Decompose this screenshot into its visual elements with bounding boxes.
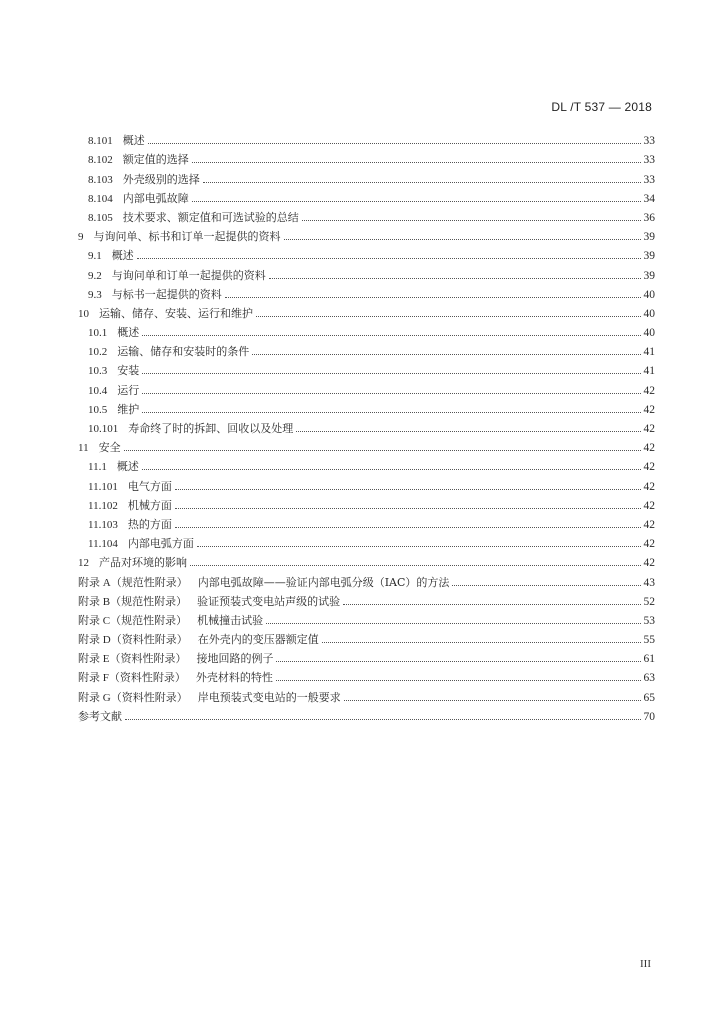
toc-entry-page: 42 [643,403,655,416]
dot-leader [302,220,641,221]
toc-entry-title: 产品对环境的影响 [99,556,187,570]
toc-entry[interactable] [78,378,655,397]
toc-entry-page: 42 [643,442,655,455]
toc-entry[interactable] [78,263,655,282]
toc-entry-title: 内部电弧故障 [122,191,189,205]
dot-leader [124,450,641,451]
dot-leader [284,239,641,240]
dot-leader [344,700,641,701]
toc-entry-title: 维护 [117,402,140,416]
toc-entry[interactable] [78,551,655,570]
toc-entry-title: 运行 [117,383,140,397]
toc-entry[interactable] [78,225,655,244]
toc-entry[interactable] [78,283,655,302]
dot-leader [269,278,641,279]
toc-entry-title: 内部电弧方面 [127,537,194,551]
dot-leader [225,297,641,298]
toc-entry-number: 9.2 [88,269,102,282]
toc-entry[interactable] [78,666,655,685]
toc-entry-number: 10.3 [88,365,108,378]
toc-entry[interactable] [78,455,655,474]
toc-entry-number: 附录 D（资料性附录） [78,634,188,647]
toc-entry[interactable] [78,494,655,513]
toc-entry-title: 岸电预装式变电站的一般要求 [197,690,341,704]
toc-entry[interactable] [78,244,655,263]
toc-entry-title: 额定值的选择 [122,153,189,167]
toc-entry-page: 42 [643,538,655,551]
toc-entry-number: 10 [78,307,89,320]
toc-entry-number: 8.103 [88,173,113,186]
toc-entry[interactable] [78,532,655,551]
table-of-contents [78,129,655,724]
toc-entry-title: 外壳材料的特性 [195,671,273,685]
dot-leader [192,162,641,163]
toc-entry[interactable] [78,474,655,493]
toc-entry-title: 内部电弧故障——验证内部电弧分级（IAC）的方法 [197,575,450,589]
toc-entry-page: 42 [643,518,655,531]
toc-entry[interactable] [78,187,655,206]
dot-leader [276,680,641,681]
toc-entry-page: 55 [643,634,655,647]
toc-entry-number: 附录 A（规范性附录） [78,576,188,589]
dot-leader [137,258,641,259]
toc-entry-title: 与标书一起提供的资料 [111,287,222,301]
toc-entry[interactable] [78,685,655,704]
dot-leader [142,373,640,374]
toc-entry[interactable] [78,302,655,321]
toc-entry-title: 热的方面 [127,517,172,531]
toc-entry[interactable] [78,129,655,148]
toc-entry-number: 附录 G（资料性附录） [78,691,188,704]
toc-entry-title: 接地回路的例子 [196,652,274,666]
toc-entry-title: 外壳级别的选择 [122,172,200,186]
toc-entry-title: 概述 [122,134,145,148]
toc-entry-number: 11.103 [88,518,118,531]
dot-leader [252,354,640,355]
toc-entry-title: 概述 [117,326,140,340]
toc-entry-title: 验证预装式变电站声级的试验 [197,594,341,608]
toc-entry[interactable] [78,705,655,724]
toc-entry-number: 8.102 [88,154,113,167]
dot-leader [142,393,640,394]
toc-entry[interactable] [78,340,655,359]
toc-entry-number: 11.104 [88,538,118,551]
toc-entry-page: 34 [643,192,655,205]
standard-code-header: DL /T 537 — 2018 [551,100,652,114]
toc-entry-number: 10.5 [88,403,108,416]
toc-entry-page: 33 [643,173,655,186]
toc-entry-page: 61 [643,653,655,666]
toc-entry-title: 寿命终了时的拆卸、回收以及处理 [128,422,294,435]
toc-entry-number: 10.101 [88,423,119,435]
toc-entry[interactable] [78,647,655,666]
page-number: III [640,958,651,970]
toc-entry-title: 机械方面 [127,498,172,512]
toc-entry-page: 42 [643,480,655,493]
toc-entry-page: 39 [643,231,655,244]
toc-entry-number: 8.104 [88,192,113,205]
toc-entry-number: 附录 F（资料性附录） [78,672,186,685]
dot-leader [125,719,641,720]
toc-entry-title: 运输、储存、安装、运行和维护 [99,306,253,320]
dot-leader [192,201,641,202]
toc-entry-title: 安装 [117,364,140,378]
toc-entry-page: 63 [643,672,655,685]
dot-leader [296,431,640,432]
dot-leader [142,469,641,470]
toc-entry-number: 附录 E（资料性附录） [78,653,187,666]
toc-entry-number: 8.101 [88,135,113,148]
toc-entry[interactable] [78,398,655,417]
dot-leader [142,412,640,413]
toc-entry[interactable] [78,417,655,436]
dot-leader [256,316,641,317]
dot-leader [197,546,641,547]
dot-leader [276,661,640,662]
toc-entry-title: 技术要求、额定值和可选试验的总结 [122,210,299,224]
toc-entry-title: 机械撞击试验 [197,613,264,627]
toc-entry-number: 11.101 [88,480,118,493]
toc-entry-number: 12 [78,557,89,570]
toc-entry[interactable] [78,167,655,186]
toc-entry-page: 41 [643,365,655,378]
dot-leader [322,642,641,643]
toc-entry-number: 9.1 [88,250,102,263]
toc-entry-page: 33 [643,154,655,167]
toc-entry[interactable] [78,359,655,378]
toc-entry-page: 33 [643,135,655,148]
toc-entry-title: 电气方面 [127,479,172,493]
toc-entry-page: 36 [643,211,655,224]
toc-entry-page: 42 [643,557,655,570]
toc-entry-title: 在外壳内的变压器额定值 [197,633,319,647]
toc-entry[interactable] [78,513,655,532]
toc-entry-title: 概述 [116,460,139,474]
toc-entry[interactable] [78,609,655,628]
toc-entry-number: 9.3 [88,288,102,301]
toc-entry-number: 10.2 [88,346,108,359]
toc-entry-page: 41 [643,346,655,359]
dot-leader [148,143,641,144]
dot-leader [452,585,640,586]
toc-entry-page: 42 [643,461,655,474]
toc-entry-page: 40 [643,327,655,340]
dot-leader [190,565,641,566]
toc-entry[interactable] [78,148,655,167]
toc-entry-number: 9 [78,231,84,244]
toc-entry[interactable] [78,206,655,225]
toc-entry-title: 与询问单、标书和订单一起提供的资料 [93,230,281,244]
toc-entry-number: 8.105 [88,211,113,224]
toc-entry-number: 10.4 [88,384,108,397]
dot-leader [203,182,641,183]
toc-entry-number: 附录 B（规范性附录） [78,595,188,608]
toc-entry-number: 11.102 [88,499,118,512]
toc-entry-page: 70 [643,710,655,723]
toc-entry-title: 安全 [98,441,121,455]
toc-entry-page: 43 [643,576,655,589]
dot-leader [266,623,640,624]
toc-entry-number: 10.1 [88,327,108,340]
toc-entry[interactable] [78,436,655,455]
dot-leader [175,527,641,528]
toc-entry[interactable] [78,590,655,609]
toc-entry-page: 39 [643,250,655,263]
dot-leader [343,604,640,605]
dot-leader [175,508,641,509]
toc-entry-title: 与询问单和订单一起提供的资料 [111,268,266,282]
toc-entry-page: 42 [643,499,655,512]
toc-entry-page: 39 [643,269,655,282]
toc-entry-title: 参考文献 [78,709,122,723]
toc-entry[interactable] [78,628,655,647]
toc-entry-page: 42 [643,423,655,435]
toc-entry-number: 11.1 [88,461,107,474]
dot-leader [175,489,641,490]
toc-entry-page: 65 [643,691,655,704]
toc-entry[interactable] [78,570,655,589]
toc-entry-page: 40 [643,288,655,301]
toc-entry-page: 53 [643,614,655,627]
toc-entry-title: 概述 [111,249,134,263]
toc-entry-number: 附录 C（规范性附录） [78,614,188,627]
toc-entry-number: 11 [78,442,89,455]
toc-entry-page: 52 [643,595,655,608]
toc-entry-page: 40 [643,307,655,320]
dot-leader [142,335,640,336]
toc-entry-title: 运输、储存和安装时的条件 [117,345,250,359]
toc-entry-page: 42 [643,384,655,397]
toc-entry[interactable] [78,321,655,340]
